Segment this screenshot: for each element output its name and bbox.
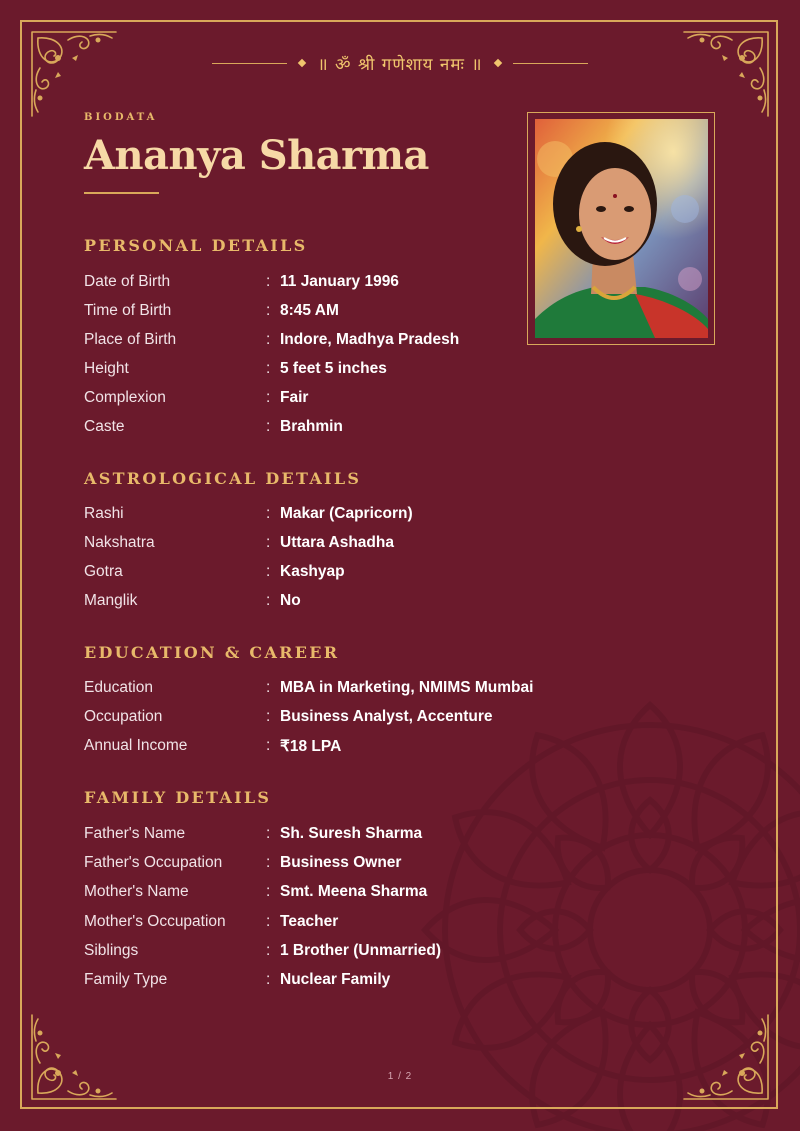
section-title-personal-details: PERSONAL DETAILS xyxy=(84,236,308,255)
detail-value: Makar (Capricorn) xyxy=(280,505,413,522)
invocation-header xyxy=(185,51,615,75)
candidate-name: Ananya Sharma xyxy=(84,132,429,179)
detail-label: Rashi xyxy=(84,505,124,522)
detail-row-place-of-birth xyxy=(84,331,604,353)
detail-separator: : xyxy=(266,942,271,959)
detail-row-rashi xyxy=(84,505,604,527)
detail-label: Occupation xyxy=(84,708,163,725)
detail-separator: : xyxy=(266,505,271,522)
detail-row-family-type xyxy=(84,971,604,993)
detail-value: Business Owner xyxy=(280,854,402,871)
detail-separator: : xyxy=(266,331,271,348)
detail-label: Mother's Occupation xyxy=(84,913,226,930)
detail-label: Height xyxy=(84,360,129,377)
invocation-text: ॥ ॐ श्री गणेशाय नमः ॥ xyxy=(317,54,483,75)
detail-separator: : xyxy=(266,563,271,580)
detail-separator: : xyxy=(266,592,271,609)
detail-row-manglik xyxy=(84,592,604,614)
detail-label: Father's Name xyxy=(84,825,186,842)
section-title-astrological-details: ASTROLOGICAL DETAILS xyxy=(84,469,362,488)
detail-value: Kashyap xyxy=(280,563,345,580)
detail-value: Brahmin xyxy=(280,418,343,435)
corner-flourish-icon xyxy=(680,1011,772,1103)
detail-separator: : xyxy=(266,534,271,551)
detail-label: Gotra xyxy=(84,563,123,580)
divider-line xyxy=(212,63,287,64)
page-number: 1 / 2 xyxy=(387,1071,413,1082)
detail-row-education xyxy=(84,679,604,701)
detail-separator: : xyxy=(266,883,271,900)
detail-separator: : xyxy=(266,708,271,725)
detail-label: Time of Birth xyxy=(84,302,172,319)
section-title-family-details: FAMILY DETAILS xyxy=(84,788,272,807)
detail-label: Date of Birth xyxy=(84,273,171,290)
detail-separator: : xyxy=(266,389,271,406)
detail-value: 1 Brother (Unmarried) xyxy=(280,942,442,959)
detail-separator: : xyxy=(266,737,271,754)
detail-separator: : xyxy=(266,273,271,290)
detail-row-mothers-name xyxy=(84,883,604,905)
detail-label: Siblings xyxy=(84,942,139,959)
detail-row-fathers-name xyxy=(84,825,604,847)
detail-separator: : xyxy=(266,360,271,377)
detail-value: Indore, Madhya Pradesh xyxy=(280,331,460,348)
detail-value: Sh. Suresh Sharma xyxy=(280,825,423,842)
detail-value: 8:45 AM xyxy=(280,302,339,319)
detail-value: ₹18 LPA xyxy=(280,738,342,755)
detail-value: Business Analyst, Accenture xyxy=(280,708,493,725)
detail-value: No xyxy=(280,592,301,609)
detail-row-date-of-birth xyxy=(84,273,604,295)
divider-line xyxy=(513,63,588,64)
detail-label: Annual Income xyxy=(84,737,188,754)
detail-value: 11 January 1996 xyxy=(280,273,399,290)
detail-value: 5 feet 5 inches xyxy=(280,360,387,377)
detail-row-nakshatra xyxy=(84,534,604,556)
detail-label: Father's Occupation xyxy=(84,854,223,871)
corner-flourish-icon xyxy=(28,28,120,120)
detail-label: Nakshatra xyxy=(84,534,155,551)
name-underline xyxy=(84,192,159,194)
detail-row-siblings xyxy=(84,942,604,964)
detail-row-time-of-birth xyxy=(84,302,604,324)
detail-row-fathers-occupation xyxy=(84,854,604,876)
detail-label: Family Type xyxy=(84,971,168,988)
detail-label: Place of Birth xyxy=(84,331,177,348)
diamond-icon xyxy=(298,59,306,67)
detail-row-occupation xyxy=(84,708,604,730)
section-title-education-career: EDUCATION & CAREER xyxy=(84,643,340,662)
biodata-label: BIODATA xyxy=(84,112,158,123)
detail-separator: : xyxy=(266,302,271,319)
detail-label: Manglik xyxy=(84,592,138,609)
corner-flourish-icon xyxy=(680,28,772,120)
detail-row-annual-income xyxy=(84,737,604,759)
detail-separator: : xyxy=(266,679,271,696)
detail-row-mothers-occupation xyxy=(84,913,604,935)
detail-separator: : xyxy=(266,418,271,435)
detail-row-complexion xyxy=(84,389,604,411)
detail-label: Caste xyxy=(84,418,125,435)
corner-flourish-icon xyxy=(28,1011,120,1103)
detail-label: Education xyxy=(84,679,153,696)
diamond-icon xyxy=(493,59,501,67)
detail-value: MBA in Marketing, NMIMS Mumbai xyxy=(280,679,534,696)
detail-label: Mother's Name xyxy=(84,883,189,900)
detail-separator: : xyxy=(266,854,271,871)
detail-separator: : xyxy=(266,825,271,842)
detail-row-height xyxy=(84,360,604,382)
detail-separator: : xyxy=(266,971,271,988)
detail-label: Complexion xyxy=(84,389,166,406)
detail-separator: : xyxy=(266,913,271,930)
detail-value: Nuclear Family xyxy=(280,971,391,988)
detail-value: Teacher xyxy=(280,913,339,930)
detail-value: Smt. Meena Sharma xyxy=(280,883,428,900)
detail-value: Fair xyxy=(280,389,309,406)
detail-row-caste xyxy=(84,418,604,440)
detail-value: Uttara Ashadha xyxy=(280,534,394,551)
detail-row-gotra xyxy=(84,563,604,585)
